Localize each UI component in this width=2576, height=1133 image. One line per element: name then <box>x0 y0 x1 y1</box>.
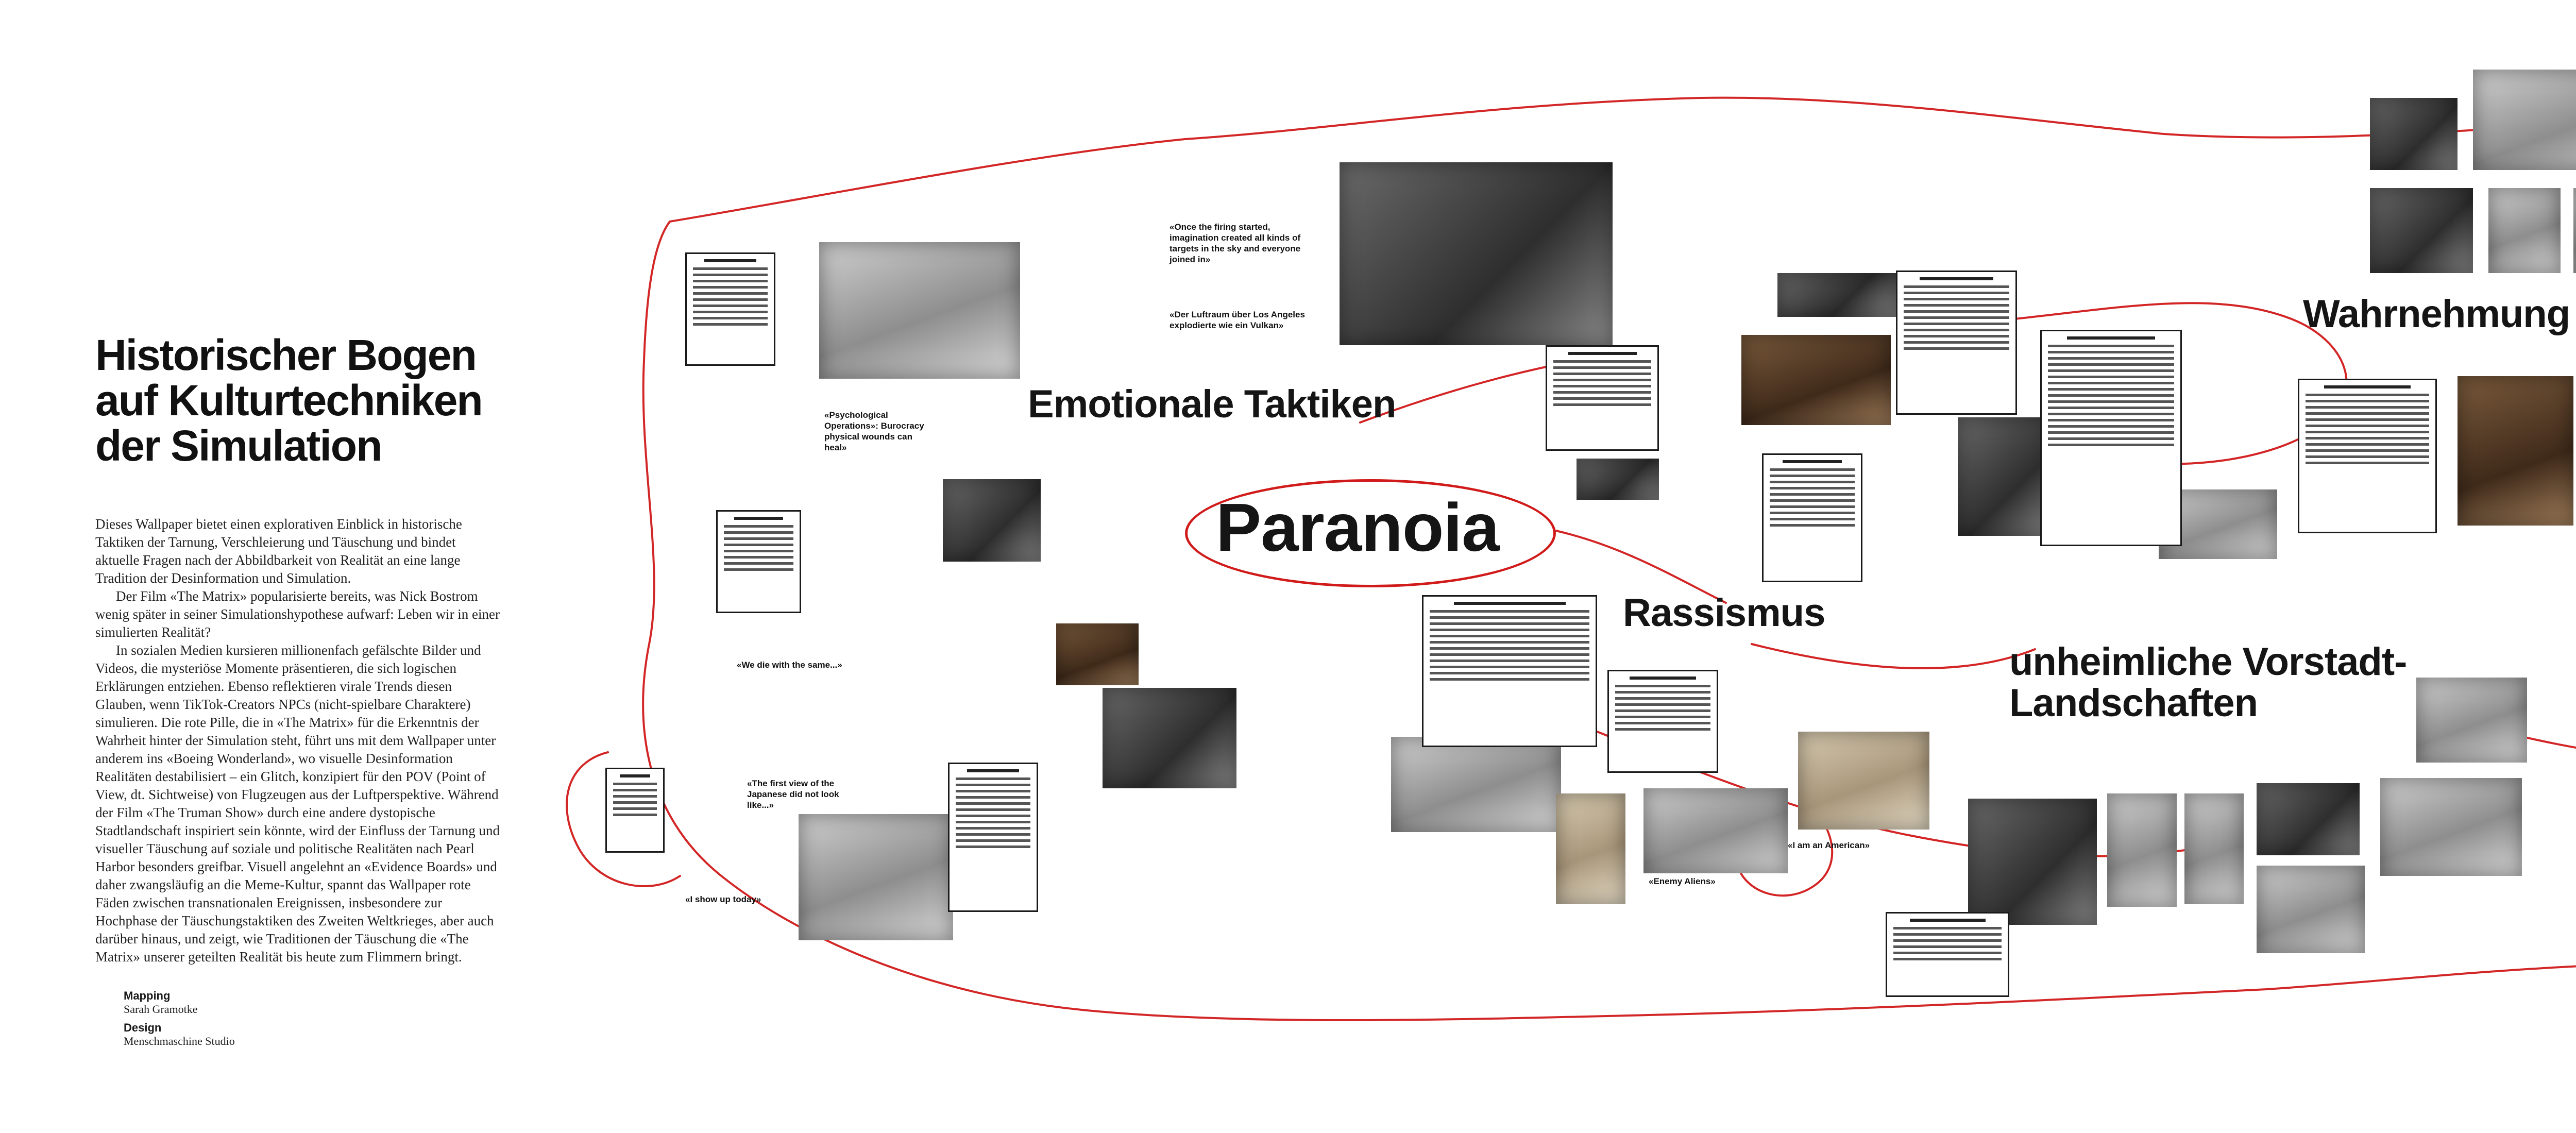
photo-suburb-houses <box>2107 793 2177 907</box>
photo-suburb-street <box>1968 799 2097 925</box>
photo-aircraft <box>1577 459 1659 500</box>
photo-suburb-roof <box>2257 783 2360 855</box>
credits <box>124 989 235 1048</box>
photo-suburb-2 <box>2380 778 2522 876</box>
text-card <box>1762 453 1862 582</box>
photo-boeing-poster <box>2458 376 2573 526</box>
thread-rassismus-to-vorstadt <box>1752 644 2035 668</box>
topic-rassismus: Rassismus <box>1623 591 1825 635</box>
photo-pinup-portrait <box>1103 688 1236 788</box>
photo-desert-camp <box>1741 335 1891 425</box>
text-card <box>1546 345 1659 451</box>
photo-portrait <box>1056 623 1139 685</box>
quote-american: «I am an American» <box>1788 840 1870 850</box>
text-card <box>2040 330 2182 546</box>
photo-workers <box>2370 188 2473 273</box>
photo-elephant-decoy <box>799 814 953 940</box>
quote-we-die: «We die with the same...» <box>737 660 842 670</box>
intro-paragraph: Der Film «The Matrix» popularisierte bereits, was Nick Bostrom wenig später in seiner Simulationshypothese aufwarf: Leben wir in einer simulierten Realität? <box>95 588 500 640</box>
credit-label: Mapping <box>124 989 171 1002</box>
photo-soldiers <box>943 479 1041 562</box>
photo-plane-explosion <box>819 242 1020 379</box>
photo-submarine <box>1391 737 1561 832</box>
intro-paragraph: Dieses Wallpaper bietet einen explorativen Einblick in historische Taktiken der Tarnung, Verschleierung und Täuschung und bindet aktuelle Fragen nach der Abbildbarkeit von Realität an eine lange Tradition der Desinformation und Simulation. <box>95 516 462 586</box>
text-card <box>1607 670 1718 773</box>
quote-enemy-aliens: «Enemy Aliens» <box>1649 876 1716 886</box>
photo-hangar <box>2370 98 2458 170</box>
text-card <box>605 768 665 853</box>
photo-camouflaged-factory <box>2473 70 2576 170</box>
photo-suburb-scene <box>2257 866 2365 953</box>
quote-show-up: «I show up today» <box>685 894 761 904</box>
photo-netting <box>2488 188 2561 273</box>
photo-suburb-tree <box>2184 793 2244 904</box>
credit-value: Menschmaschine Studio <box>124 1035 235 1047</box>
photo-crowd <box>1643 788 1788 873</box>
topic-wahrnehmung: Wahrnehmung <box>2303 292 2570 336</box>
quote-psyops: «Psychological Operations»: Burocracy physical wounds can heal» <box>824 410 924 452</box>
photo-airfield <box>2573 188 2576 273</box>
topic-vorstadt-landschaften: unheimliche Vorstadt-Landschaften <box>2009 640 2407 725</box>
text-card <box>1886 912 2009 997</box>
quote-sky-firing: «Once the firing started, imagination created all kinds of targets in the sky and everyone joined in» <box>1170 222 1301 264</box>
credit-value: Sarah Gramotke <box>124 1003 198 1016</box>
text-card <box>948 763 1038 912</box>
text-card <box>2298 379 2437 533</box>
text-card <box>1422 595 1597 747</box>
intro-body <box>95 515 502 966</box>
credit-label: Design <box>124 1021 162 1034</box>
topic-paranoia: Paranoia <box>1216 489 1499 565</box>
quote-los-angeles: «Der Luftraum über Los Angeles explodierte wie ein Vulkan» <box>1170 310 1305 330</box>
text-card <box>685 252 775 366</box>
text-card <box>1896 270 2017 415</box>
photo-camp-aerial <box>1777 273 1896 317</box>
topic-emotionale-taktiken: Emotionale Taktiken <box>1028 382 1396 426</box>
text-card <box>716 510 801 613</box>
photo-suburb-1 <box>2416 678 2527 763</box>
photo-document-scan <box>1556 793 1625 904</box>
photo-searchlights-sky <box>1340 162 1613 345</box>
page-title: Historischer Bogen auf Kulturtechniken der Simulation <box>95 331 482 470</box>
intro-paragraph: In sozialen Medien kursieren millionenfach gefälschte Bilder und Videos, die mysteriöse Momente präsentieren, die sich logischen Erklärungen entziehen. Ebenso reflektieren virale Trends diesen Glauben, wenn TikTok-Creators NPCs (nicht-spielbare Charaktere) simulieren. Die rote Pille, die in «The Matrix» für die Erkenntnis der Wahrheit hinter der Simulation steht, führt uns mit dem Wallpaper unter anderem ins «Boeing Wonderland», wo visuelle Desinformation Realitäten destabilisiert – ein Glitch, konzipiert für den POV (Point of View, dt. Sichtweise) von Flugzeugen aus der Luftperspektive. Während der Film «The Truman Show» durch eine andere dystopische Stadtlandschaft inspiriert sein könnte, wird der Einfluss der Tarnung und visueller Täuschung auf soziale und politische Realitäten nach Pearl Harbor besonders greifbar. Visuell angelehnt an «Evidence Boards» und daher zwangsläufig an die Meme-Kultur, spannt das Wallpaper rote Fäden zwischen transnationalen Ereignissen, insbesondere zur Hochphase der Täuschungstaktiken des Zweiten Weltkrieges, aber auch darüber hinaus, und zeigt, wie Traditionen der Täuschung die «The Matrix» unserer geteilten Realität bis heute zum Flimmern bringt. <box>95 642 500 965</box>
photo-notice-poster <box>1798 732 1929 830</box>
quote-first-view: «The first view of the Japanese did not look like...» <box>747 779 839 810</box>
